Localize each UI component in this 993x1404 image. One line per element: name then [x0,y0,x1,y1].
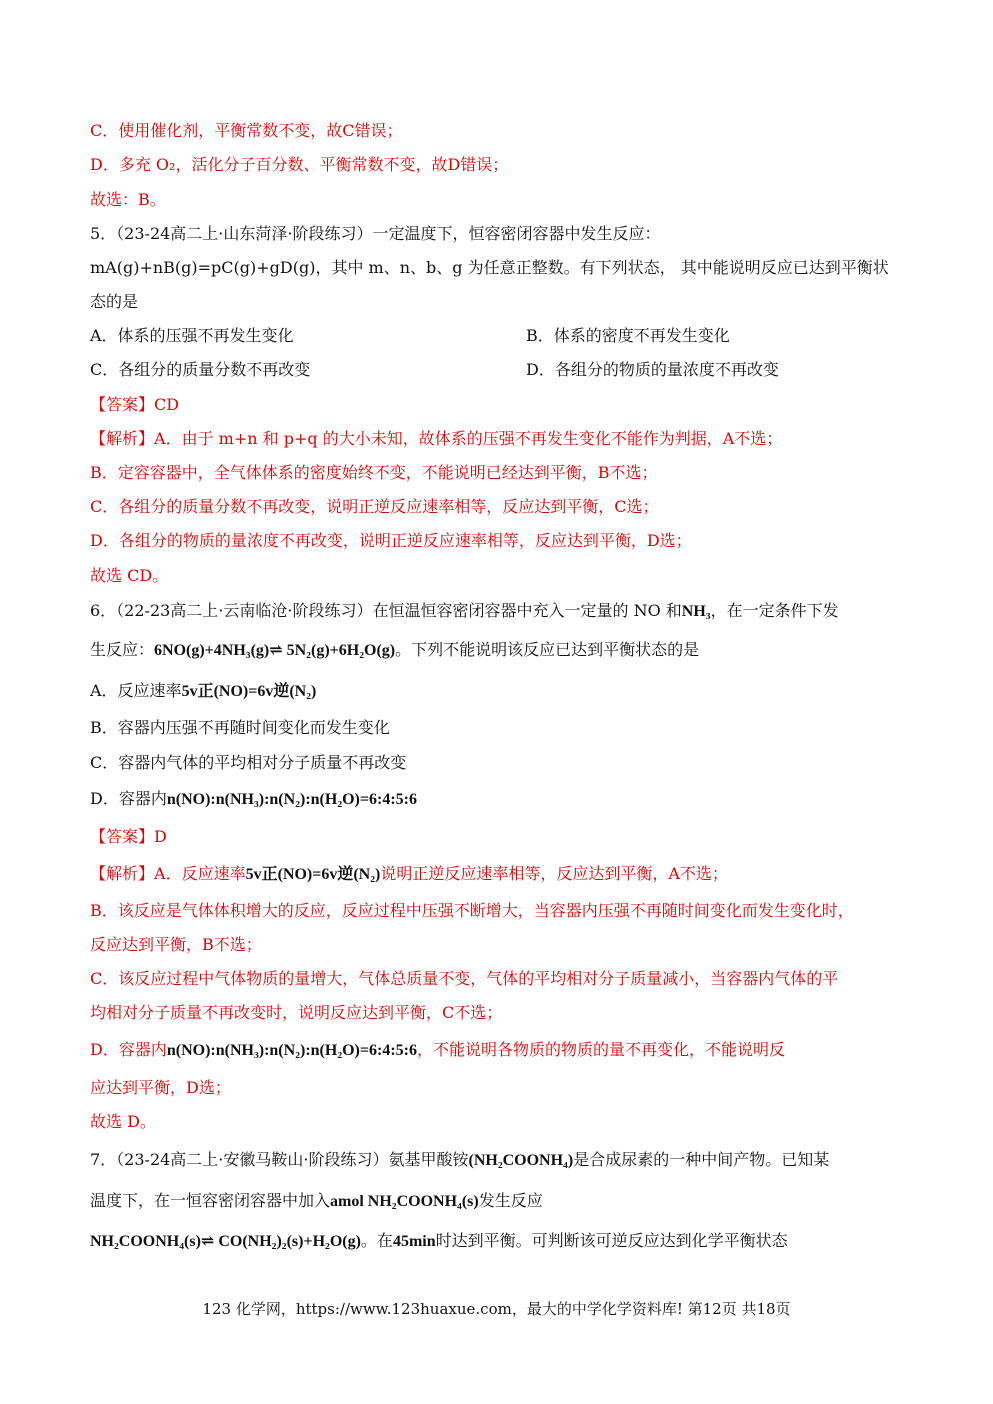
question-7-stem [90,1230,902,1253]
explanation-tag: 【解析】 [90,864,155,883]
page-footer: 123 化学网，https://www.123huaxue.com，最大的中学化学资料库! 第12页 共18页 [202,1300,791,1318]
question-6-stem [90,600,902,623]
question-5-options [90,325,902,347]
question-5-stem: 5．（23-24高二上·山东菏泽·阶段练习）一定温度下，恒容密闭容器中发生反应： [90,224,661,243]
formula: (NH₂COONH₄) [468,1152,574,1169]
explanation-line: D．各组分的物质的量浓度不再改变，说明正逆反应速率相等，反应达到平衡，D选； [90,531,692,550]
question-5-options [90,359,902,381]
stem-text: ，在一定条件下发 [710,601,839,620]
explanation-line: C．各组分的质量分数不再改变，说明正逆反应速率相等，反应达到平衡，C选； [90,497,659,516]
explanation-line: B．定容容器中，全气体体系的密度始终不变，不能说明已经达到平衡，B不选； [90,463,658,482]
answer-line [90,394,902,416]
explanation-line [90,863,902,886]
question-5-stem: mA(g)+nB(g)=pC(g)+gD(g)，其中 m、n、b、g 为任意正整数。有下列状态， 其中能说明反应已达到平衡状 [90,258,889,277]
stem-text: 7．（23-24高二上·安徽马鞍山·阶段练习）氨基甲酸铵 [90,1150,469,1169]
answer-line [90,826,902,848]
stem-text: 时达到平衡。可判断该可逆反应达到化学平衡状态 [435,1231,788,1250]
option-text: D．容器内 [90,789,167,808]
formula: NH₃ [681,603,711,620]
explanation-text: A．由于 m+n 和 p+q 的大小未知，故体系的压强不再发生变化不能作为判据，A不选； [154,429,783,448]
explanation-text: 说明正逆反应速率相等，反应达到平衡，A不选； [380,864,728,883]
text-line: 故选：B。 [90,190,166,209]
formula: 5v正(NO)=6v逆(N₂) [245,866,381,883]
explanation-text: D．容器内 [90,1040,167,1059]
option-c: C．各组分的质量分数不再改变 [90,360,311,379]
formula: 5v正(NO)=6v逆(N₂) [181,683,317,700]
formula: n(NO):n(NH₃):n(N₂):n(H₂O)=6:4:5:6 [166,1042,417,1059]
stem-text: 。下列不能说明该反应已达到平衡状态的是 [395,640,700,659]
option-b: B．容器内压强不再随时间变化而发生变化 [90,718,390,737]
formula: n(NO):n(NH₃):n(N₂):n(H₂O)=6:4:5:6 [166,791,417,808]
explanation-line: 均相对分子质量不再改变时，说明反应达到平衡，C不选； [90,1003,503,1022]
explanation-text: ，不能说明各物质的物质的量不再变化，不能说明反 [416,1040,785,1059]
option-d [90,788,902,811]
option-a [90,680,902,703]
stem-text: 。在 [360,1231,393,1250]
formula: 45min [392,1233,436,1250]
explanation-line: 故选 D。 [90,1112,156,1131]
option-text: A．反应速率 [90,681,182,700]
explanation-line: C．该反应过程中气体物质的量增大，气体总质量不变，气体的平均相对分子质量减小，当容器内气体的平 [90,969,839,988]
answer-value: D [154,827,167,846]
answer-value: CD [154,395,180,414]
stem-text: 发生反应 [478,1191,543,1210]
formula: amol NH₂COONH₄(s) [330,1193,479,1210]
stem-text: 生反应： [90,640,155,659]
explanation-line: 故选 CD。 [90,566,169,585]
answer-tag: 【答案】 [90,827,155,846]
reaction-equation: 6NO(g)+4NH₃(g)⇌ 5N₂(g)+6H₂O(g) [154,642,396,659]
text-line: D．多充 O₂，活化分子百分数、平衡常数不变，故D错误； [90,155,509,174]
text-line: C．使用催化剂，平衡常数不变，故C错误； [90,121,403,140]
explanation-line: B．该反应是气体体积增大的反应，反应过程中压强不断增大，当容器内压强不再随时间变化而发生变化时， [90,901,854,920]
stem-text: 是合成尿素的一种中间产物。已知某 [573,1150,830,1169]
question-7-stem [90,1149,902,1172]
answer-tag: 【答案】 [90,395,155,414]
question-7-stem [90,1190,902,1213]
option-a: A．体系的压强不再发生变化 [90,326,294,345]
stem-text: 温度下，在一恒容密闭容器中加入 [90,1191,331,1210]
explanation-line [90,1039,902,1062]
question-6-stem [90,639,902,662]
explanation-line: 应达到平衡，D选； [90,1078,231,1097]
option-d: D．各组分的物质的量浓度不再改变 [526,360,779,379]
stem-text: 6．（22-23高二上·云南临沧·阶段练习）在恒温恒容密闭容器中充入一定量的 NO 和 [90,601,682,620]
question-5-stem: 态的是 [90,292,139,311]
option-c: C．容器内气体的平均相对分子质量不再改变 [90,753,407,772]
explanation-line: 反应达到平衡，B不选； [90,935,262,954]
explanation-tag: 【解析】 [90,429,155,448]
option-b: B．体系的密度不再发生变化 [526,326,730,345]
explanation-line [90,428,902,450]
explanation-text: A．反应速率 [154,864,246,883]
reaction-equation: NH₂COONH₄(s)⇌ CO(NH₂)₂(s)+H₂O(g) [90,1233,361,1250]
